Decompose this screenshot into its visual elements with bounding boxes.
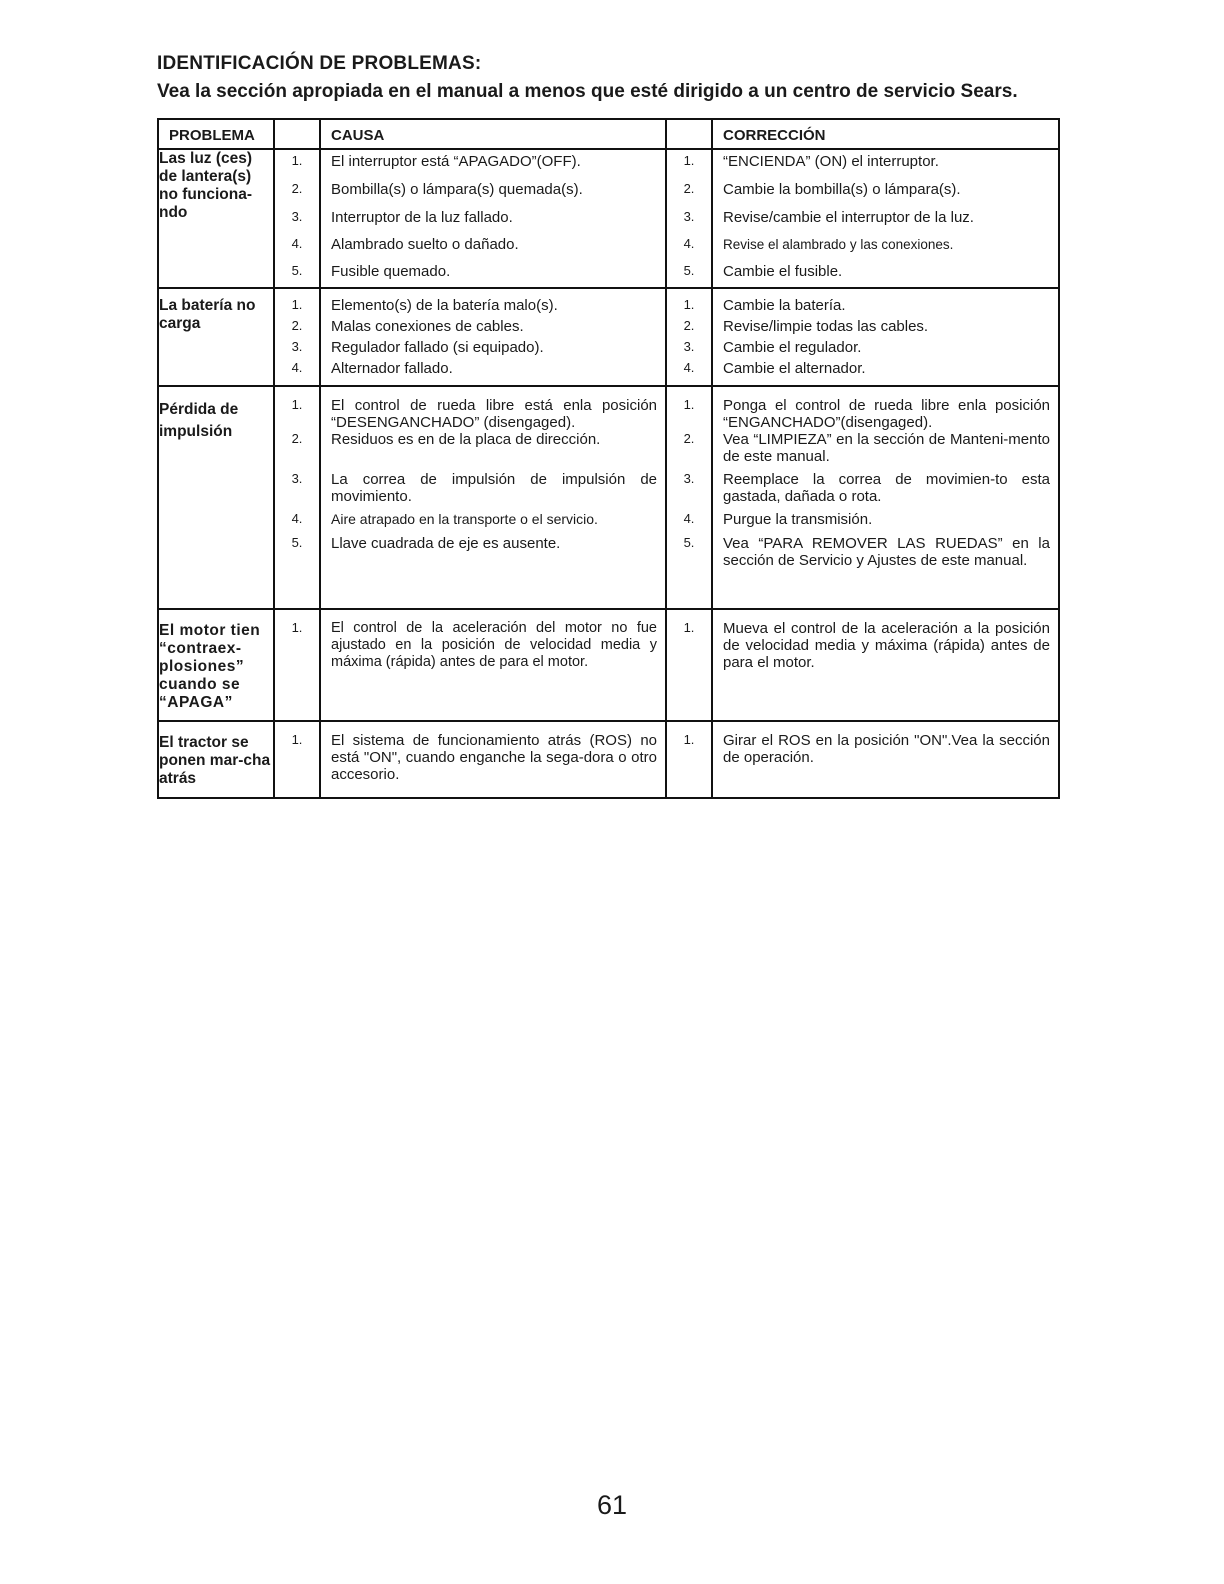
- correction-item: Reemplace la correa de movimien-to esta gastada, dañada o rota.: [723, 471, 1050, 505]
- row-number: 1.: [291, 297, 303, 312]
- table-row: [158, 609, 1059, 721]
- correction-numbers: [666, 609, 712, 721]
- correction-item: Revise/limpie todas las cables.: [723, 318, 929, 335]
- cause-numbers: [274, 288, 320, 386]
- correction-cell: [712, 288, 1059, 386]
- cause-cell: [320, 721, 666, 798]
- row-number: 1.: [291, 397, 303, 412]
- cause-item: Interruptor de la luz fallado.: [331, 209, 513, 226]
- row-number: 1.: [683, 153, 695, 168]
- correction-item: Vea “PARA REMOVER LAS RUEDAS” en la sección de Servicio y Ajustes de este manual.: [723, 535, 1050, 569]
- cause-item: Aire atrapado en la transporte o el servicio.: [331, 511, 598, 527]
- header-cause: CAUSA: [320, 119, 666, 149]
- correction-item: “ENCIENDA” (ON) el interruptor.: [723, 153, 939, 170]
- correction-numbers: [666, 149, 712, 288]
- correction-numbers: [666, 386, 712, 609]
- cause-item: La correa de impulsión de impulsión de movimiento.: [331, 471, 657, 505]
- correction-item: Girar el ROS en la posición "ON".Vea la sección de operación.: [723, 732, 1050, 766]
- row-number: 4.: [683, 511, 695, 526]
- problem-cell: El motor tien “contraex-plosiones” cuando se “APAGA”: [158, 609, 274, 721]
- row-number: 2.: [683, 318, 695, 333]
- cause-item: Elemento(s) de la batería malo(s).: [331, 297, 558, 314]
- correction-item: Vea “LIMPIEZA” en la sección de Manteni-mento de este manual.: [723, 431, 1050, 465]
- cause-item: Regulador fallado (si equipado).: [331, 339, 544, 356]
- cause-item: Bombilla(s) o lámpara(s) quemada(s).: [331, 181, 583, 198]
- row-number: 4.: [683, 236, 695, 251]
- correction-cell: [712, 386, 1059, 609]
- correction-item: Cambie la batería.: [723, 297, 846, 314]
- correction-item: Cambie el alternador.: [723, 360, 866, 377]
- correction-cell: [712, 721, 1059, 798]
- table-row: [158, 149, 1059, 288]
- row-number: 1.: [291, 153, 303, 168]
- row-number: 1.: [683, 620, 695, 635]
- table-row: [158, 721, 1059, 798]
- row-number: 4.: [291, 236, 303, 251]
- row-number: 3.: [683, 339, 695, 354]
- header-cause-number: [274, 119, 320, 149]
- row-number: 3.: [291, 209, 303, 224]
- page-number: 61: [596, 1490, 628, 1520]
- cause-cell: [320, 288, 666, 386]
- correction-numbers: [666, 288, 712, 386]
- row-number: 2.: [683, 431, 695, 446]
- row-number: 1.: [683, 397, 695, 412]
- correction-item: Cambie el fusible.: [723, 263, 843, 280]
- row-number: 3.: [683, 209, 695, 224]
- correction-item: Revise/cambie el interruptor de la luz.: [723, 209, 974, 226]
- cause-item: El control de la aceleración del motor no fue ajustado en la posición de velocidad media y máxima (rápida) antes de para el motor.: [331, 620, 657, 670]
- page-title: IDENTIFICACIÓN DE PROBLEMAS:: [157, 53, 482, 74]
- row-number: 1.: [291, 620, 303, 635]
- cause-item: El sistema de funcionamiento atrás (ROS) no está "ON", cuando enganche la sega-dora o otro accesorio.: [331, 732, 657, 783]
- row-number: 2.: [683, 181, 695, 196]
- cause-item: El control de rueda libre está enla posición “DESENGANCHADO” (disengaged).: [331, 397, 657, 431]
- header-correction-number: [666, 119, 712, 149]
- row-number: 1.: [683, 297, 695, 312]
- correction-cell: [712, 149, 1059, 288]
- page-subtitle: Vea la sección apropiada en el manual a menos que esté dirigido a un centro de servicio Sears.: [157, 81, 1018, 102]
- correction-item: Cambie el regulador.: [723, 339, 862, 356]
- correction-item: Mueva el control de la aceleración a la posición de velocidad media y máxima (rápida) antes de para el motor.: [723, 620, 1050, 671]
- row-number: 4.: [291, 360, 303, 375]
- cause-numbers: [274, 386, 320, 609]
- cause-cell: [320, 386, 666, 609]
- cause-numbers: [274, 149, 320, 288]
- cause-item: Alternador fallado.: [331, 360, 453, 377]
- problem-cell: El tractor se ponen mar-cha atrás: [158, 721, 274, 798]
- row-number: 2.: [291, 318, 303, 333]
- correction-cell: [712, 609, 1059, 721]
- table-header-row: [158, 119, 1059, 149]
- cause-item: El interruptor está “APAGADO”(OFF).: [331, 153, 581, 170]
- cause-item: Llave cuadrada de eje es ausente.: [331, 535, 561, 552]
- problem-cell: La batería no carga: [158, 288, 274, 386]
- correction-item: Ponga el control de rueda libre enla posición “ENGANCHADO”(disengaged).: [723, 397, 1050, 431]
- header-correction: CORRECCIÓN: [712, 119, 1059, 149]
- row-number: 4.: [683, 360, 695, 375]
- row-number: 2.: [291, 431, 303, 446]
- header-problem: PROBLEMA: [158, 119, 274, 149]
- cause-numbers: [274, 609, 320, 721]
- row-number: 5.: [683, 535, 695, 550]
- correction-item: Revise el alambrado y las conexiones.: [723, 237, 954, 252]
- cause-item: Residuos es en de la placa de dirección.: [331, 431, 601, 448]
- row-number: 4.: [291, 511, 303, 526]
- cause-cell: [320, 609, 666, 721]
- row-number: 5.: [291, 535, 303, 550]
- correction-item: Purgue la transmisión.: [723, 511, 873, 528]
- row-number: 3.: [683, 471, 695, 486]
- table-row: [158, 288, 1059, 386]
- problem-cell: Pérdida de impulsión: [158, 386, 274, 609]
- cause-item: Alambrado suelto o dañado.: [331, 236, 519, 253]
- row-number: 5.: [291, 263, 303, 278]
- correction-item: Cambie la bombilla(s) o lámpara(s).: [723, 181, 961, 198]
- cause-item: Malas conexiones de cables.: [331, 318, 524, 335]
- row-number: 5.: [683, 263, 695, 278]
- cause-cell: [320, 149, 666, 288]
- row-number: 3.: [291, 471, 303, 486]
- cause-item: Fusible quemado.: [331, 263, 451, 280]
- row-number: 1.: [683, 732, 695, 747]
- row-number: 3.: [291, 339, 303, 354]
- table-row: [158, 386, 1059, 609]
- correction-numbers: [666, 721, 712, 798]
- row-number: 1.: [291, 732, 303, 747]
- cause-numbers: [274, 721, 320, 798]
- troubleshooting-table: [157, 118, 1060, 799]
- problem-cell: Las luz (ces) de lantera(s) no funciona-ndo: [158, 149, 274, 288]
- row-number: 2.: [291, 181, 303, 196]
